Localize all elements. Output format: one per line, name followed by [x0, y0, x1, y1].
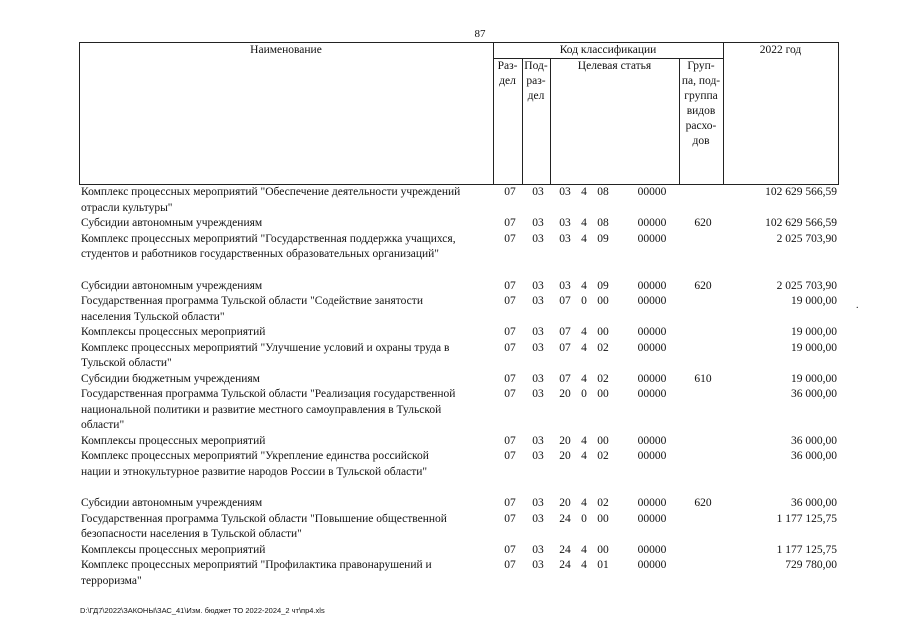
- row-name: [79, 185, 491, 216]
- row-expense-group: 620: [694, 497, 712, 509]
- row-name-line: области": [81, 419, 125, 431]
- row-target-element: 00: [597, 326, 609, 338]
- row-razdel: 07: [504, 279, 516, 292]
- table-row: [79, 232, 839, 263]
- row-target-element: 08: [597, 186, 609, 198]
- row-name: [79, 216, 491, 232]
- row-target-type: 4: [581, 497, 587, 509]
- row-amount: 36 000,00: [791, 434, 837, 447]
- row-amount: 1 177 125,75: [776, 543, 837, 556]
- row-name: [79, 512, 491, 543]
- row-target-direction: 00000: [637, 543, 667, 556]
- row-name-line: Государственная программа Тульской области "Повышение общественной: [81, 512, 447, 525]
- row-name-line: Комплексы процессных мероприятий: [81, 326, 266, 338]
- row-name: [79, 449, 491, 480]
- row-target-direction: 00000: [637, 232, 667, 245]
- row-target-type: 4: [581, 543, 587, 556]
- row-target-element: 00: [597, 295, 609, 307]
- row-target-program: 24: [559, 543, 571, 556]
- row-amount: 1 177 125,75: [776, 512, 837, 525]
- row-name-line: безопасности населения в Тульской области": [81, 528, 302, 540]
- row-name: [79, 543, 491, 559]
- row-target-program: 07: [559, 295, 571, 307]
- table-header: [79, 42, 839, 184]
- row-podrazdel: 03: [532, 279, 544, 292]
- row-podrazdel: 03: [532, 372, 544, 385]
- row-name-line: терроризма": [81, 574, 142, 587]
- row-target-element: 00: [597, 512, 609, 525]
- row-podrazdel: 03: [532, 559, 544, 571]
- row-target-type: 4: [581, 450, 587, 462]
- row-target-type: 0: [581, 388, 587, 400]
- row-razdel: 07: [504, 497, 516, 509]
- row-target-element: 00: [597, 434, 609, 447]
- row-target-type: 4: [581, 434, 587, 447]
- row-razdel: 07: [504, 341, 516, 354]
- row-podrazdel: 03: [532, 388, 544, 400]
- row-name-line: Комплекс процессных мероприятий "Профилактика правонарушений и: [81, 559, 432, 571]
- row-razdel: 07: [504, 186, 516, 198]
- row-name-line: Субсидии автономным учреждениям: [81, 497, 263, 509]
- row-name: [79, 387, 491, 434]
- row-amount: 19 000,00: [791, 295, 837, 307]
- row-target-element: 00: [597, 543, 609, 556]
- row-target-direction: 00000: [637, 497, 667, 509]
- row-target-element: 00: [597, 388, 609, 400]
- row-target-program: 07: [559, 326, 571, 338]
- header-target: Целевая статья: [577, 60, 652, 72]
- row-name-line: Субсидии автономным учреждениям: [81, 217, 263, 229]
- row-amount: 19 000,00: [791, 372, 837, 385]
- row-razdel: 07: [504, 543, 516, 556]
- row-target-type: 4: [581, 341, 587, 354]
- row-target-program: 03: [559, 232, 571, 245]
- row-target-program: 03: [559, 279, 571, 292]
- table-row: [79, 341, 839, 372]
- row-name-line: Государственная программа Тульской области "Содействие занятости: [81, 295, 423, 307]
- row-amount: 19 000,00: [791, 326, 837, 338]
- row-name: [79, 558, 491, 589]
- row-target-direction: 00000: [637, 372, 667, 385]
- table-row: [79, 387, 839, 434]
- row-podrazdel: 03: [532, 341, 544, 354]
- table-row: [79, 543, 839, 559]
- row-target-program: 20: [559, 497, 571, 509]
- row-razdel: 07: [504, 388, 516, 400]
- header-podrazdel: Под- раз- дел: [524, 60, 548, 102]
- row-target-program: 20: [559, 434, 571, 447]
- row-podrazdel: 03: [532, 543, 544, 556]
- row-name-line: населения Тульской области": [81, 310, 225, 323]
- row-target-type: 4: [581, 559, 587, 571]
- row-amount: 36 000,00: [791, 388, 837, 400]
- table-row: [79, 496, 839, 512]
- row-expense-group: 620: [694, 217, 712, 229]
- row-target-element: 08: [597, 217, 609, 229]
- table-row: [79, 279, 839, 295]
- row-podrazdel: 03: [532, 232, 544, 245]
- row-amount: 36 000,00: [791, 497, 837, 509]
- row-name: [79, 279, 491, 295]
- row-name-line: Комплексы процессных мероприятий: [81, 434, 266, 447]
- row-name-line: Субсидии автономным учреждениям: [81, 279, 263, 292]
- row-target-program: 03: [559, 217, 571, 229]
- row-razdel: 07: [504, 450, 516, 462]
- row-target-type: 4: [581, 217, 587, 229]
- row-razdel: 07: [504, 326, 516, 338]
- row-target-direction: 00000: [637, 434, 667, 447]
- row-target-type: 4: [581, 279, 587, 292]
- row-target-program: 20: [559, 450, 571, 462]
- row-target-direction: 00000: [637, 341, 667, 354]
- table-row: [79, 372, 839, 388]
- row-name: [79, 341, 491, 372]
- divider-podrazdel: [550, 58, 551, 184]
- row-target-direction: 00000: [637, 326, 667, 338]
- table-row: [79, 294, 839, 325]
- row-expense-group: 610: [694, 372, 712, 385]
- row-name-line: студентов и работников государственных образовательных организаций": [81, 248, 439, 260]
- row-name-line: Комплекс процессных мероприятий "Улучшение условий и охраны труда в: [81, 341, 450, 354]
- row-podrazdel: 03: [532, 497, 544, 509]
- row-target-direction: 00000: [637, 295, 667, 307]
- header-year: 2022 год: [759, 44, 802, 56]
- table-row: [79, 558, 839, 589]
- row-name-line: Комплекс процессных мероприятий "Обеспечение деятельности учреждений: [81, 186, 461, 198]
- row-name-line: нации и этнокультурное развитие народов России в Тульской области": [81, 465, 428, 478]
- table-body: [79, 185, 839, 589]
- row-podrazdel: 03: [532, 295, 544, 307]
- header-left-border: [79, 42, 80, 184]
- row-target-direction: 00000: [637, 279, 667, 292]
- row-target-type: 4: [581, 372, 587, 385]
- row-target-program: 03: [559, 186, 571, 198]
- row-podrazdel: 03: [532, 512, 544, 525]
- row-razdel: 07: [504, 372, 516, 385]
- row-target-type: 4: [581, 326, 587, 338]
- row-name-line: отрасли культуры": [81, 201, 173, 214]
- table-row: [79, 216, 839, 232]
- row-target-program: 07: [559, 341, 571, 354]
- row-name: [79, 232, 491, 263]
- row-target-direction: 00000: [637, 217, 667, 229]
- row-name: [79, 325, 491, 341]
- header-razdel: Раз- дел: [497, 60, 518, 87]
- row-target-program: 07: [559, 372, 571, 385]
- row-name-line: Комплексы процессных мероприятий: [81, 543, 266, 556]
- row-target-element: 09: [597, 279, 609, 292]
- row-target-program: 24: [559, 512, 571, 525]
- row-amount: 102 629 566,59: [765, 217, 837, 229]
- row-target-element: 02: [597, 372, 609, 385]
- row-amount: 729 780,00: [785, 559, 837, 571]
- row-podrazdel: 03: [532, 217, 544, 229]
- row-razdel: 07: [504, 232, 516, 245]
- row-target-type: 0: [581, 295, 587, 307]
- row-expense-group: 620: [694, 279, 712, 292]
- header-code: Код классификации: [559, 44, 657, 56]
- row-target-element: 02: [597, 450, 609, 462]
- header-group: Груп- па, под- группа видов расхо- дов: [681, 60, 721, 147]
- row-name-line: Субсидии бюджетным учреждениям: [81, 372, 260, 385]
- row-name-line: национальной политики и развитие местного самоуправления в Тульской: [81, 403, 442, 416]
- row-amount: 102 629 566,59: [765, 186, 837, 198]
- row-target-element: 09: [597, 232, 609, 245]
- row-target-direction: 00000: [637, 388, 667, 400]
- row-name: [79, 434, 491, 450]
- row-podrazdel: 03: [532, 326, 544, 338]
- row-target-direction: 00000: [637, 186, 667, 198]
- row-target-type: 0: [581, 512, 587, 525]
- table-row: [79, 325, 839, 341]
- row-podrazdel: 03: [532, 186, 544, 198]
- row-razdel: 07: [504, 559, 516, 571]
- row-amount: 2 025 703,90: [776, 279, 837, 292]
- table-row: [79, 512, 839, 543]
- table-row: [79, 185, 839, 216]
- row-target-direction: 00000: [637, 559, 667, 571]
- divider-group: [723, 42, 724, 184]
- row-name-line: Тульской области": [81, 357, 172, 369]
- row-name-line: Государственная программа Тульской области "Реализация государственной: [81, 388, 456, 400]
- row-target-element: 01: [597, 559, 609, 571]
- header-right-border: [838, 42, 839, 184]
- row-name: [79, 294, 491, 325]
- row-razdel: 07: [504, 512, 516, 525]
- row-razdel: 07: [504, 295, 516, 307]
- row-target-type: 4: [581, 232, 587, 245]
- row-name-line: Комплекс процессных мероприятий "Государственная поддержка учащихся,: [81, 232, 456, 245]
- row-target-element: 02: [597, 341, 609, 354]
- table-row: [79, 449, 839, 480]
- row-razdel: 07: [504, 434, 516, 447]
- row-target-program: 24: [559, 559, 571, 571]
- row-razdel: 07: [504, 217, 516, 229]
- row-target-element: 02: [597, 497, 609, 509]
- row-target-type: 4: [581, 186, 587, 198]
- header-name: Наименование: [250, 44, 322, 56]
- file-path-footer: D:\ГД7\2022\ЗАКОНЫ\ЗАС_41\Изм. бюджет ТО 2022-2024_2 чт\пр4.xls: [80, 606, 325, 615]
- row-target-program: 20: [559, 388, 571, 400]
- row-name-line: Комплекс процессных мероприятий "Укрепление единства российской: [81, 450, 429, 462]
- side-mark: .: [856, 300, 859, 311]
- row-amount: 36 000,00: [791, 450, 837, 462]
- row-target-direction: 00000: [637, 512, 667, 525]
- row-amount: 2 025 703,90: [776, 232, 837, 245]
- row-podrazdel: 03: [532, 434, 544, 447]
- row-podrazdel: 03: [532, 450, 544, 462]
- row-target-direction: 00000: [637, 450, 667, 462]
- page-number: 87: [474, 28, 486, 40]
- table-row: [79, 434, 839, 450]
- row-name: [79, 496, 491, 512]
- row-amount: 19 000,00: [791, 341, 837, 354]
- row-name: [79, 372, 491, 388]
